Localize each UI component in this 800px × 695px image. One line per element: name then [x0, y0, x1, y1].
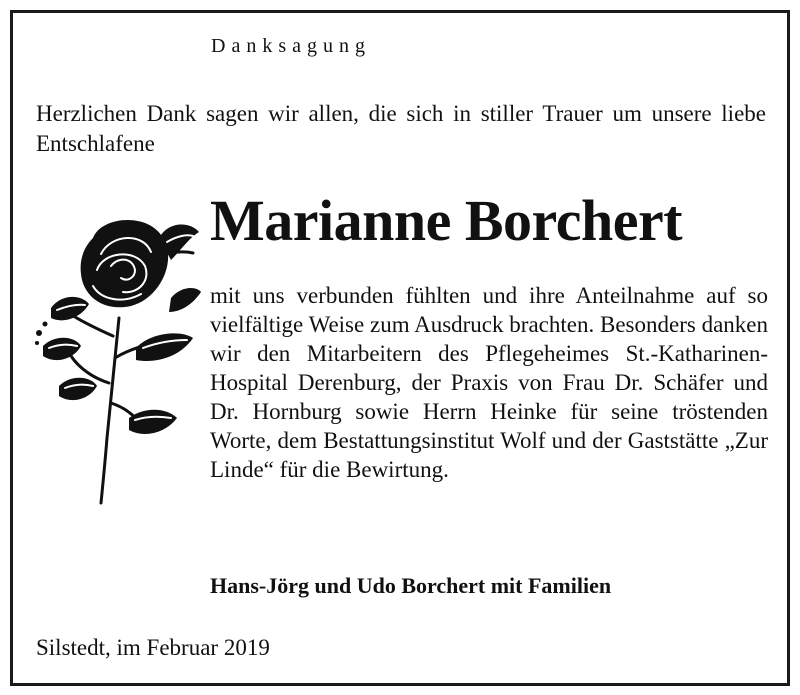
obituary-card: [10, 10, 790, 686]
deceased-name: Marianne Borchert: [210, 188, 683, 253]
rose-icon: [31, 208, 206, 508]
signature: Hans-Jörg und Udo Borchert mit Familien: [210, 573, 612, 598]
body-paragraph: mit uns verbunden fühlten und ihre Anteilnahme auf so vielfältige Weise zum Ausdruck brachten. Besonders danken wir den Mitarbeitern des Pflegeheimes St.-Katharinen-Hospital Derenburg, der Praxis von Frau Dr. Schäfer und Dr. Hornburg sowie Herrn Heinke für seine tröstenden Worte, dem Bestattungsinstitut Wolf und der Gaststätte „Zur Linde“ für die Bewirtung.: [210, 283, 768, 482]
notice-heading: Danksagung: [211, 35, 371, 57]
place-date: Silstedt, im Februar 2019: [36, 635, 270, 660]
body-text: [210, 281, 768, 484]
intro-text: Herzlichen Dank sagen wir allen, die sich in stiller Trauer um unsere liebe Entschlafene: [36, 101, 766, 156]
